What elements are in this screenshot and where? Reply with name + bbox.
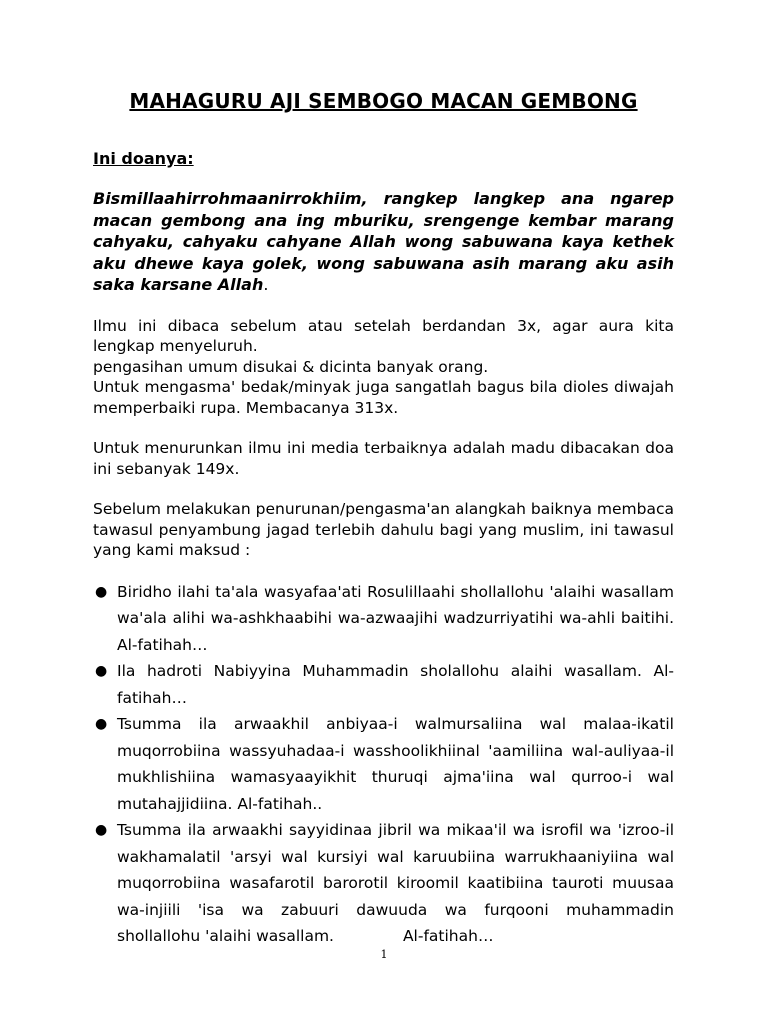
tawasul-list <box>93 579 679 950</box>
bullet-icon: ● <box>95 822 108 838</box>
document-title: MAHAGURU AJI SEMBOGO MACAN GEMBONG <box>129 89 638 113</box>
usage-line-1: Ilmu ini dibaca sebelum atau setelah berdandan 3x, agar aura kita lengkap menyeluruh. <box>93 316 674 355</box>
bullet-icon: ● <box>95 663 108 679</box>
bullet-icon: ● <box>95 716 108 732</box>
list-item-text: Tsumma ila arwaakhi sayyidinaa jibril wa mikaa'il wa isrofil wa 'izroo-il wakhamalatil 'arsyi wal kursiyi wal karuubiina warrukhaaniyiina wal muqorrobiina wasafarotil barorotil kiroomil kaatibiina tauroti muusaa wa-injiili 'isa wa zabuuri dawuuda wa furqooni muhammadin shollallohu 'alaihi wasallam. Al-fatihah… <box>117 821 679 945</box>
list-item-text: Ila hadroti Nabiyyina Muhammadin sholallohu alaihi wasallam. Al-fatihah… <box>117 662 674 707</box>
list-item-text: Tsumma ila arwaakhil anbiyaa-i walmursaliina wal malaa-ikatil muqorrobiina wassyuhadaa-i wasshoolikhiinal 'aamiliina wal-auliyaa-il mukhlishiina wamasyaayikhit thuruqi ajma'iina wal qurroo-i wal mutahajjidiina. Al-fatihah.. <box>117 715 674 813</box>
list-item <box>93 711 674 817</box>
prayer-end: . <box>263 275 269 294</box>
media-text: Untuk menurunkan ilmu ini media terbaiknya adalah madu dibacakan doa ini sebanyak 149x. <box>93 439 674 478</box>
media-paragraph <box>93 438 674 479</box>
usage-line-2: pengasihan umum disukai & dicinta banyak orang. <box>93 357 489 376</box>
usage-line-3: Untuk mengasma' bedak/minyak juga sangatlah bagus bila dioles diwajah memperbaiki rupa. Membacanya 313x. <box>93 378 674 417</box>
prayer-text <box>93 188 674 296</box>
list-item <box>93 658 674 711</box>
prayer-heading: Ini doanya: <box>93 149 194 168</box>
prayer-body: Bismillaahirrohmaanirrokhiim, rangkep langkep ana ngarep macan gembong ana ing mburiku, srengenge kembar marang cahyaku, cahyaku cahyane Allah wong sabuwana kaya kethek aku dhewe kaya golek, wong sabuwana asih marang aku asih saka karsane Allah <box>93 189 674 294</box>
bullet-icon: ● <box>95 583 108 600</box>
list-item <box>93 579 674 659</box>
document-page <box>93 86 679 950</box>
list-item <box>93 817 679 950</box>
tawasul-intro-text: Sebelum melakukan penurunan/pengasma'an alangkah baiknya membaca tawasul penyambung jagad terlebih dahulu bagi yang muslim, ini tawasul yang kami maksud : <box>93 500 674 559</box>
usage-paragraph <box>93 316 674 419</box>
page-number: 1 <box>380 948 388 961</box>
list-item-text: Biridho ilahi ta'ala wasyafaa'ati Rosulillaahi shollallohu 'alaihi wasallam wa'ala alihi wa-ashkhaabihi wa-azwaajihi wadzurriyatihi wa-ahli baitihi. Al-fatihah… <box>117 582 674 654</box>
tawasul-intro-paragraph <box>93 499 674 561</box>
